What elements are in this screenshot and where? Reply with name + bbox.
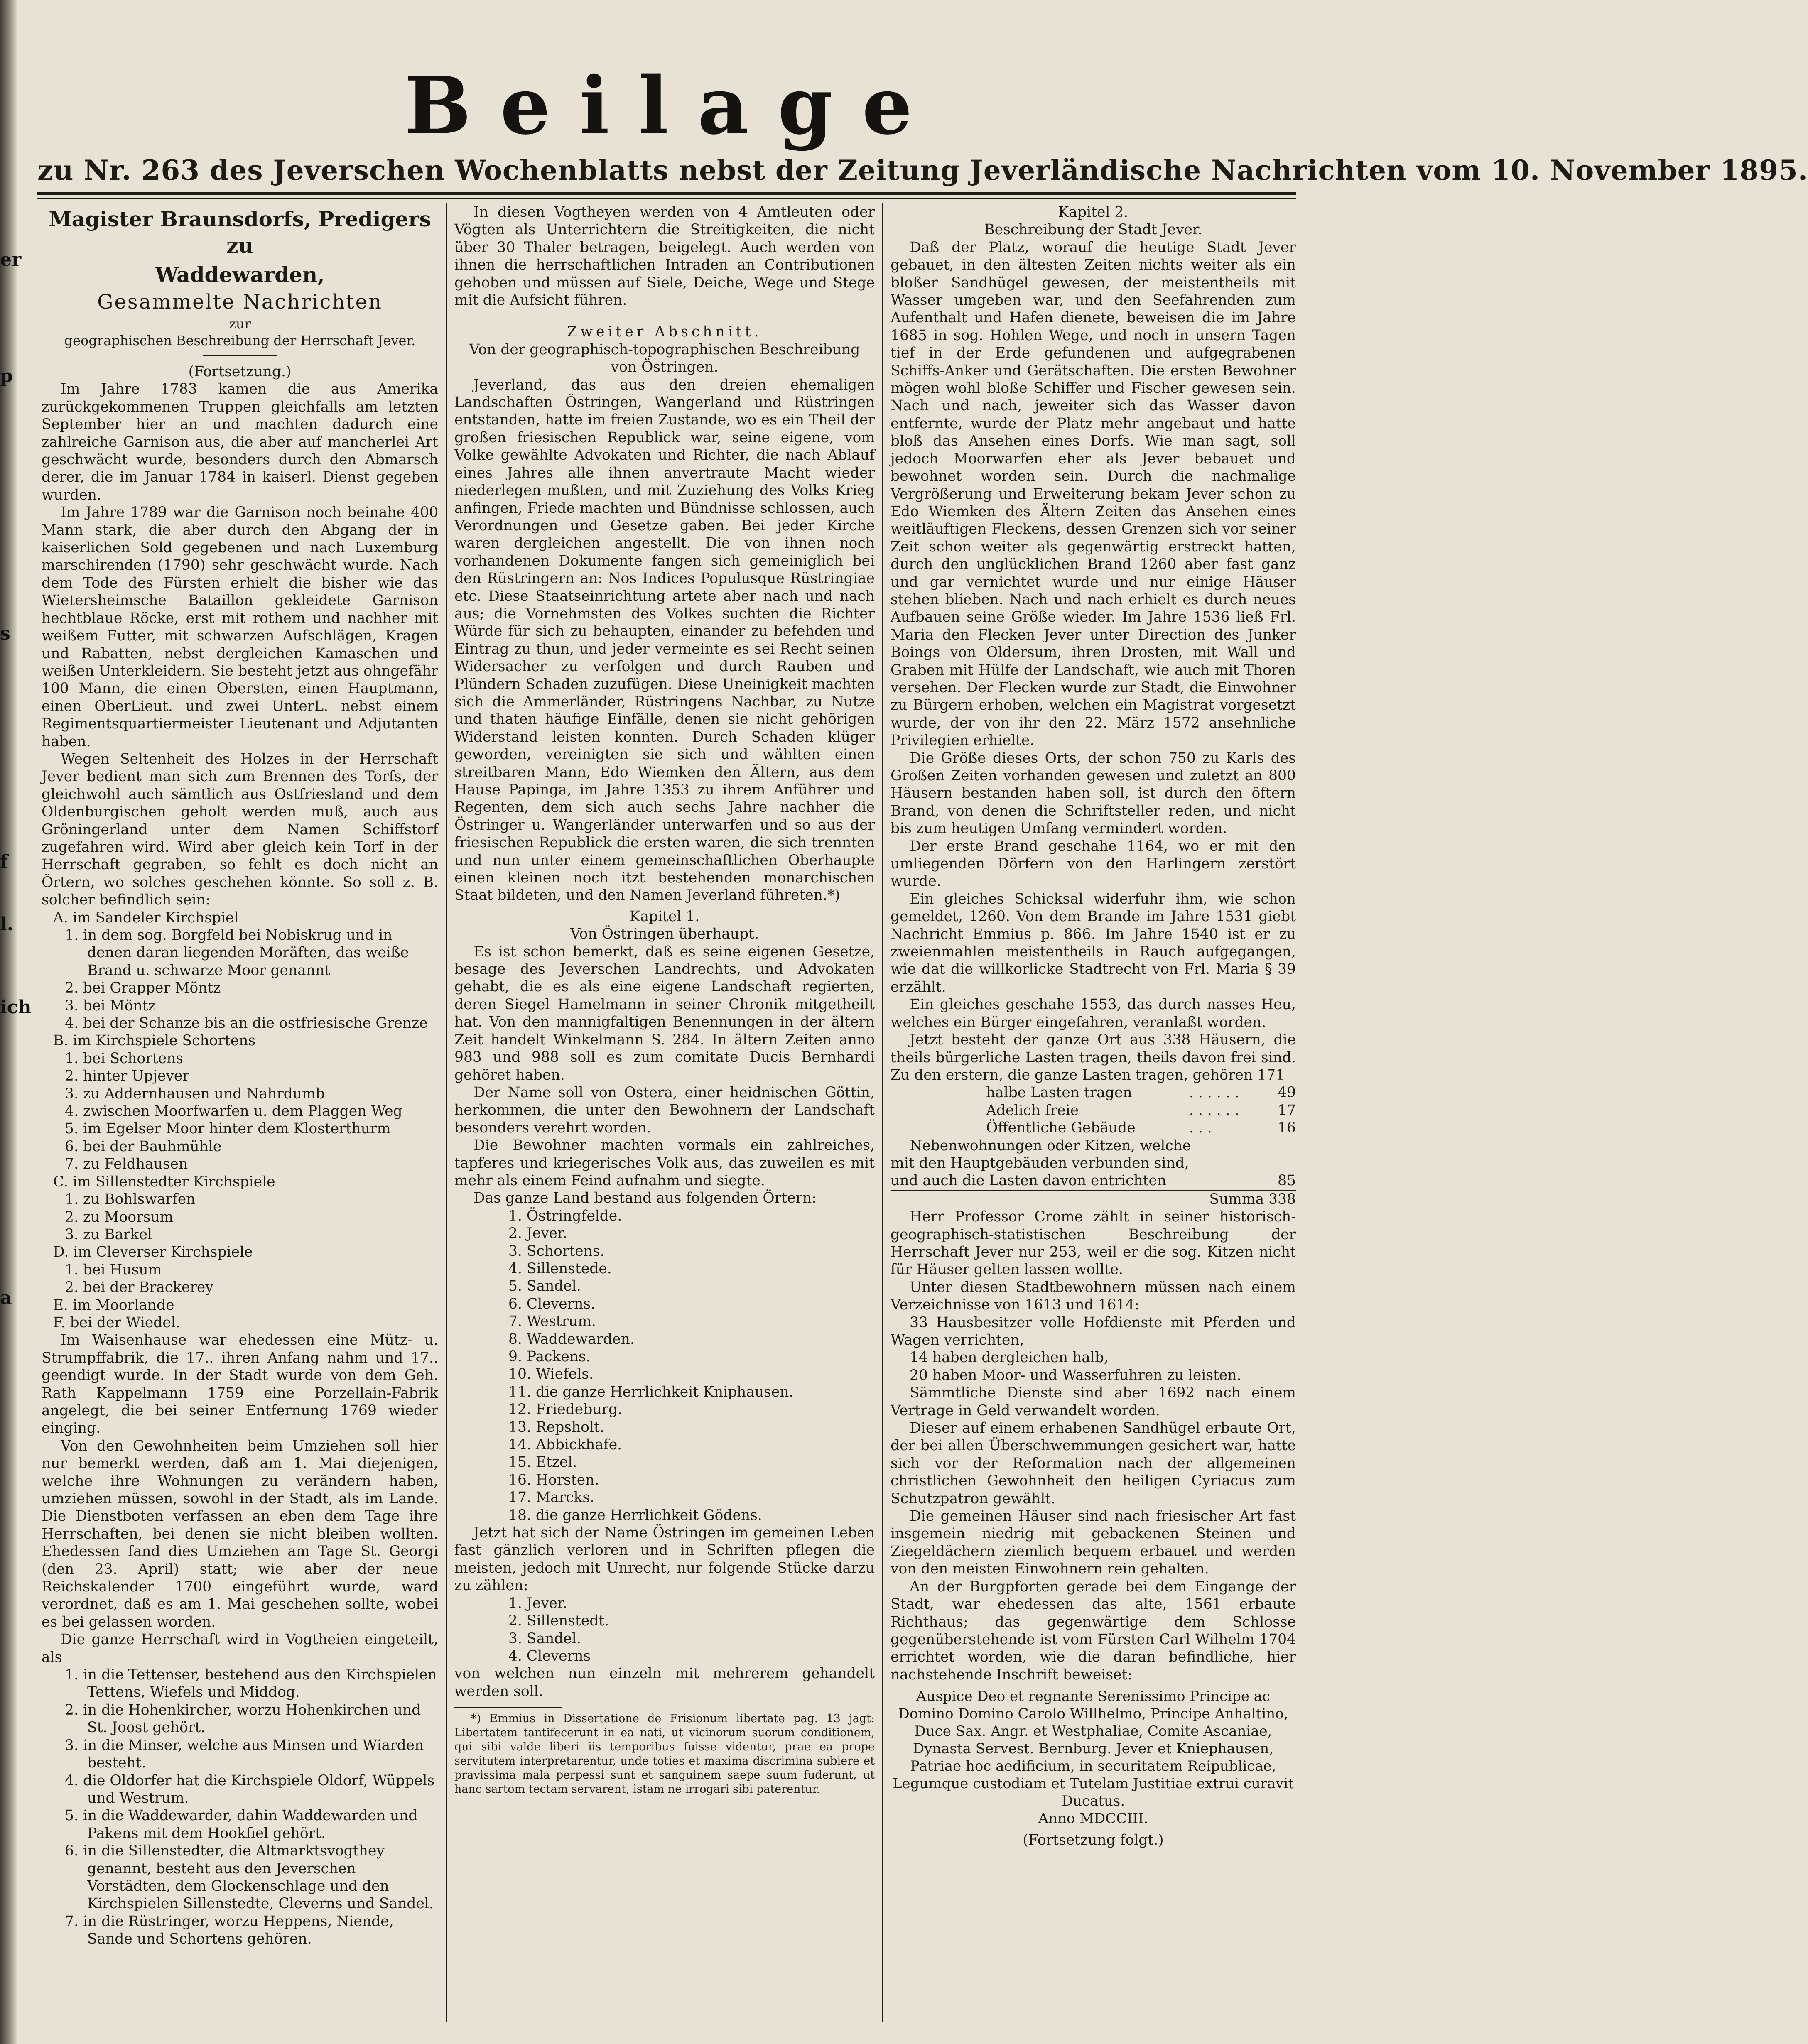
header-rule: [37, 192, 1296, 195]
margin-fragment: er: [0, 249, 22, 270]
paragraph: Die gemeinen Häuser sind nach friesischer Art fast insgemein niedrig mit gebackenen Steinen und Ziegeldächern ziemlich bequem erbauet und werden von den meisten Einwohnern rein gehalten.: [891, 1508, 1296, 1578]
list-item: 18. die ganze Herrlichkeit Gödens.: [508, 1507, 762, 1524]
column-2: [454, 203, 875, 2014]
list-item: 10. Wiefels.: [508, 1366, 594, 1383]
places-list-2: [454, 1595, 875, 1665]
margin-fragment: a: [0, 1287, 12, 1309]
paragraph: Unter diesen Stadtbewohnern müssen nach einem Verzeichnisse von 1613 und 1614:: [891, 1279, 1296, 1314]
list-item: 9. Packens.: [508, 1348, 591, 1365]
sum-value: Summa 338: [891, 1190, 1296, 1208]
chapter-subheading: Von Östringen überhaupt.: [570, 926, 759, 943]
row-label: Nebenwohnungen oder Kitzen, welche: [910, 1137, 1191, 1154]
article-title: Magister Braunsdorfs, Predigers zu: [49, 207, 431, 258]
list-item: 3. zu Addernhausen und Nahrdumb: [65, 1085, 325, 1102]
list-item: 1. bei Husum: [65, 1261, 162, 1278]
list-item: 2. bei Grapper Möntz: [65, 980, 221, 997]
list-item: 4. Sillenstede.: [508, 1260, 612, 1277]
paragraph: Der erste Brand geschahe 1164, wo er mit den umliegenden Dörfern von den Harlingern zerstört wurde.: [891, 838, 1296, 890]
list-item: 3. in die Minser, welche aus Minsen und Wiarden besteht.: [65, 1737, 424, 1772]
section-subheading-2: von Östringen.: [611, 359, 719, 376]
list-item: 3. zu Barkel: [65, 1226, 152, 1243]
list-item: 1. bei Schortens: [65, 1050, 184, 1067]
paragraph: von welchen nun einzeln mit mehrerem gehandelt werden soll.: [454, 1665, 875, 1700]
list-item: 5. im Egelser Moor hinter dem Klosterthurm: [65, 1120, 391, 1137]
list-item: 2. Jever.: [508, 1225, 567, 1242]
list-item: 6. bei der Bauhmühle: [65, 1138, 222, 1155]
article-zur: zur: [229, 316, 251, 332]
chapter-heading: Kapitel 2.: [1058, 204, 1128, 221]
paragraph: Jetzt hat sich der Name Östringen im gemeinen Leben fast gänzlich verloren und in Schriften pflegen die meisten, jedoch mit Unrecht, nur folgende Stücke darzu zu zählen:: [454, 1524, 875, 1594]
row-value: 85: [1278, 1172, 1296, 1189]
list-item: 7. in die Rüstringer, worzu Heppens, Niende, Sande und Schortens gehören.: [65, 1913, 394, 1948]
paragraph: Sämmtliche Dienste sind aber 1692 nach einem Vertrage in Geld verwandelt worden.: [891, 1385, 1296, 1419]
table-row: [891, 1084, 1296, 1101]
margin-fragment: p: [0, 365, 13, 387]
list-item: 16. Horsten.: [508, 1471, 599, 1488]
list-item: D. im Cleverser Kirchspiele: [53, 1244, 253, 1261]
margin-fragment: l.: [0, 914, 14, 935]
list-item: 2. hinter Upjever: [65, 1068, 189, 1085]
paragraph: Ein gleiches Schicksal widerfuhr ihm, wie schon gemeldet, 1260. Von dem Brande im Jahre 1531 giebt Nachricht Emmius p. 866. Im Jahre 1540 ist er zu zweienmahlen meistentheils in Rauch aufgegangen, wie dat die willkorlicke Stadtrecht von Frl. Maria § 39 erzählt.: [891, 890, 1296, 995]
paragraph: Jetzt besteht der ganze Ort aus 338 Häusern, die theils bürgerliche Lasten tragen, theils davon frei sind. Zu den erstern, die ganze Lasten tragen, gehören 171: [891, 1032, 1296, 1083]
places-list: [454, 1207, 875, 1524]
row-dots: . . . . . .: [1189, 1084, 1239, 1101]
table-row: [891, 1102, 1296, 1119]
list-item: 1. zu Bohlswarfen: [65, 1191, 196, 1208]
list-item: 15. Etzel.: [508, 1454, 577, 1471]
paragraph: Das ganze Land bestand aus folgenden Örtern:: [473, 1190, 817, 1207]
chapter-heading: Kapitel 1.: [629, 908, 700, 925]
list-item: A. im Sandeler Kirchspiel: [53, 909, 239, 926]
chapter-subheading: Beschreibung der Stadt Jever.: [984, 221, 1202, 238]
paragraph: Der Name soll von Ostera, einer heidnischen Göttin, herkommen, die unter den Bewohnern der Landschaft besonders verehrt worden.: [454, 1084, 875, 1136]
paragraph: Jeverland, das aus den dreien ehemaligen Landschaften Östringen, Wangerland und Rüstringen entstanden, hatte im freien Zustande, wo es ein Theil der großen friesischen Republick war, seine eigene, vom Volke gewählte Advokaten und Richter, die nach Ablauf eines Jahres alle ihnen anvertraute Macht wieder niederlegen mußten, und mit Zuziehung des Volks Krieg anfingen, Friede machten und Bündnisse schlossen, auch Verordnungen und Gesetze gaben. Bei jeder Kirche waren dergleichen angestellt. Die von ihnen noch vorhandenen Dokumente fangen sich gemeiniglich bei den Rüstringern an: Nos Indices Populusque Rüstringiae etc. Diese Staatseinrichtung artete aber nach und nach aus; die Vornehmsten des Volkes suchten die Richter Würde für sich zu behaupten, einander zu befehden und Eintrag zu thun, und jeder vermeinte es sei Recht seinen Widersacher zu verfolgen und durch Rauben und Plündern Schaden zuzufügen. Diese Uneinigkeit machten sich die Ammerländer, Rüstringens Nachbar, zu Nutze und thaten häufige Einfälle, denen sie nicht gehörigen Widerstand leisten konnten. Durch Schaden klüger geworden, vereinigten sie sich und wählten einen streitbaren Mann, Edo Wiemken den Ältern, aus dem Hause Papinga, im Jahre 1353 zu ihrem Anführer und Regenten, dem sich auch sechs Jahre nachher die Östringer u. Wangerländer unterwarfen und so aus der friesischen Republick die ersten waren, die sich trennten und nun unter einem gemeinschaftlichen Oberhaupte einen kleinen noch itzt bestehenden monarchischen Staat bildeten, und den Namen Jeverland führeten.*): [454, 376, 875, 904]
masthead-subtitle: zu Nr. 263 des Jeverschen Wochenblatts nebst der Zeitung Jeverländische Nachrichten vom 10. November 1895.: [37, 154, 1808, 186]
footnote-text: *) Emmius in Dissertatione de Frisionum libertate pag. 13 jagt: Libertatem tantifecerunt in ea nati, ut vicinorum suorum conditionem, qui sibi valde liberi iis temporibus fuisse videntur, prae ea prope servitutem interpretarentur, unde toties et maxima discrimina subiere et pravissima mala perpessi sunt et sanguinem saepe suum fuderunt, ut hanc sartom tectam servarent, istam ne irrogari sibi paterentur.: [454, 1712, 875, 1796]
margin-fragment: f: [0, 851, 8, 872]
footnote: [454, 1712, 875, 1796]
column-1: [42, 203, 438, 2014]
list-item: 1. in die Tettenser, bestehend aus den Kirchspielen Tettens, Wiefels und Middog.: [65, 1667, 437, 1701]
margin-fragment: s: [0, 623, 10, 644]
service-line: 20 haben Moor- und Wasserfuhren zu leisten.: [910, 1367, 1241, 1384]
list-item: 17. Marcks.: [508, 1489, 595, 1506]
row-label: Öffentliche Gebäude: [986, 1120, 1136, 1137]
list-item: 4. Cleverns: [508, 1647, 591, 1664]
paragraph: Dieser auf einem erhabenen Sandhügel erbaute Ort, der bei allen Überschwemmungen gesichert war, hatte sich vor der Reformation nach der allgemeinen christlichen Gewohnheit den heiligen Cyriacus zum Schutzpatron gewählt.: [891, 1420, 1296, 1507]
margin-fragment: ich: [0, 997, 32, 1018]
service-line: 33 Hausbesitzer volle Hofdienste mit Pferden und Wagen verrichten,: [891, 1314, 1296, 1348]
inscription-year: Anno MDCCIII.: [1038, 1810, 1148, 1827]
list-item: 14. Abbickhafe.: [508, 1436, 622, 1453]
section-heading: Zweiter Abschnitt.: [567, 324, 762, 341]
article-geo: geographischen Beschreibung der Herrschaft Jever.: [64, 333, 416, 348]
list-item: 8. Waddewarden.: [508, 1331, 635, 1348]
list-item: 3. Sandel.: [508, 1630, 581, 1647]
list-item: 6. Cleverns.: [508, 1295, 596, 1312]
list-item: 2. in die Hohenkircher, worzu Hohenkirchen und St. Joost gehört.: [65, 1701, 421, 1736]
list-item: 2. zu Moorsum: [65, 1208, 174, 1225]
list-item: E. im Moorlande: [53, 1296, 174, 1314]
article-subtitle: Gesammelte Nachrichten: [97, 290, 383, 314]
section-subheading: Von der geographisch-topographischen Beschreibung: [469, 341, 860, 358]
continuation-note: (Fortsetzung.): [188, 363, 292, 380]
list-item: 1. in dem sog. Borgfeld bei Nobiskrug und in denen daran liegenden Moräften, das weiße Brand u. schwarze Moor genannt: [65, 927, 409, 979]
table-row: [891, 1172, 1296, 1190]
list-item: 7. Westrum.: [508, 1313, 596, 1330]
list-item: 1. Östringfelde.: [508, 1207, 622, 1224]
paragraph: Die ganze Herrschaft wird in Vogtheien eingeteilt, als: [42, 1631, 438, 1666]
list-item: 4. zwischen Moorfwarfen u. dem Plaggen Weg: [65, 1103, 402, 1120]
list-item: 2. bei der Brackerey: [65, 1279, 213, 1296]
column-3: [891, 203, 1296, 2014]
row-label: und auch die Lasten davon entrichten: [891, 1172, 1167, 1189]
table-row: [891, 1190, 1296, 1208]
paragraph: Im Jahre 1783 kamen die aus Amerika zurückgekommenen Truppen gleichfalls am letzten September hier an und machten dadurch eine zahlreiche Garnison aus, die aber auf mancherlei Art geschwächt wurde, besonders durch den Abmarsch derer, die im Januar 1784 in kaiserl. Dienst gegeben wurden.: [42, 381, 438, 503]
row-label: halbe Lasten tragen: [986, 1084, 1132, 1101]
service-line: 14 haben dergleichen halb,: [910, 1349, 1109, 1366]
list-item: 5. in die Waddewarder, dahin Waddewarden und Pakens mit dem Hookfiel gehört.: [65, 1807, 418, 1842]
paragraph: Es ist schon bemerkt, daß es seine eigenen Gesetze, besage des Jeverschen Landrechts, und Advokaten gehabt, die es als eine eigene Landschaft regierten, deren Siegel Hamelmann in seiner Chronik mitgetheilt hat. Von den mannigfaltigen Benennungen in der ältern Zeit handelt Winkelmann S. 284. In ältern Zeiten anno 983 und 988 soll es zum comitate Ducis Bernhardi gehöret haben.: [454, 943, 875, 1083]
list-item: 12. Friedeburg.: [508, 1401, 623, 1418]
list-item: F. bei der Wiedel.: [53, 1314, 180, 1331]
list-item: 2. Sillenstedt.: [508, 1613, 609, 1630]
paragraph: Wegen Seltenheit des Holzes in der Herrschaft Jever bedient man sich zum Brennen des Torfs, der gleichwohl auch sämtlich aus Ostfriesland und dem Oldenburgischen geholt werden muß, auch aus Gröningerland unter dem Namen Schiffstorf zugefahren wird. Wird aber gleich kein Torf in der Herrschaft gegraben, so fehlt es doch nicht an Örtern, wo solches geschehen könnte. So soll z. B. solcher befindlich sein:: [42, 750, 438, 909]
paragraph: An der Burgpforten gerade bei dem Eingange der Stadt, war ehedessen das alte, 1561 erbaute Richthaus; das gegenwärtige dem Schlosse gegenüberstehende ist vom Fürsten Carl Wilhelm 1704 errichtet worden, wie die daran befindliche, hier nachstehende Inschrift beweiset:: [891, 1578, 1296, 1683]
list-item: C. im Sillenstedter Kirchspiele: [53, 1173, 275, 1190]
article-title-line2: Waddewarden,: [155, 262, 325, 287]
list-item: 13. Repsholt.: [508, 1419, 604, 1436]
paragraph: Im Jahre 1789 war die Garnison noch beinahe 400 Mann stark, die aber durch den Abgang der in kaiserlichen Sold gegebenen und nach Luxemburg marschirenden (1790) sehr geschwächt wurde. Nach dem Tode des Fürsten erhielt die bisher wie das Wietersheimsche Bataillon gekleidete Garnison hechtblaue Röcke, erst mit rothem und nachher mit weißem Futter, mit schwarzen Aufschlägen, Kragen und Rabatten, nebst dergleichen Kamaschen und weißen Unterkleidern. Sie besteht jetzt aus ohngefähr 100 Mann, die einen Obersten, einen Hauptmann, einen OberLieut. und zwei UnterL. nebst einem Regimentsquartiermeister Lieutenant und Adjutanten haben.: [42, 504, 438, 750]
column-rule: [446, 203, 447, 2022]
table-row: [891, 1119, 1296, 1137]
footnote-rule: [454, 1707, 562, 1708]
column-rule: [882, 203, 883, 2022]
row-value: 17: [1278, 1102, 1296, 1119]
list-item: 3. bei Möntz: [65, 997, 156, 1014]
header-rule-thin: [37, 198, 1296, 199]
list-item: 6. in die Sillenstedter, die Altmarktsvogthey genannt, besteht aus den Jeverschen Vorstädten, dem Glockenschlage und den Kirchspielen Sillenstedte, Cleverns und Sandel.: [65, 1843, 434, 1912]
adjacent-page-edge: [0, 0, 32, 2044]
list-item: 4. die Oldorfer hat die Kirchspiele Oldorf, Wüppels und Westrum.: [65, 1772, 435, 1806]
list-item: 3. Schortens.: [508, 1243, 605, 1260]
list-item: 1. Jever.: [508, 1595, 567, 1612]
row-dots: . . .: [1189, 1120, 1212, 1137]
list-item: 4. bei der Schanze bis an die ostfriesische Grenze: [65, 1015, 428, 1032]
masthead-title: Beilage: [404, 59, 942, 152]
list-item: B. im Kirchspiele Schortens: [53, 1032, 256, 1049]
paragraph: Ein gleiches geschahe 1553, das durch nasses Heu, welches ein Bürger eingefahren, veranlaßt worden.: [891, 996, 1296, 1031]
peat-location-list: [42, 909, 438, 1332]
paragraph: Daß der Platz, worauf die heutige Stadt Jever gebauet, in den ältesten Zeiten nichts weiter als ein bloßer Sandhügel gewesen, der meistentheils mit Wasser umgeben war, und den Seefahrenden zum Aufenthalt und Hafen dienete, beweisen die im Jahre 1685 in sog. Hohlen Wege, und noch in unsern Tagen tief in der Erde gefundenen und aufgegrabenen Schiffs-Anker und Gerätschaften. Die ersten Bewohner mögen wohl bloße Schiffer und Fischer gewesen sein. Nach und nach, jeweiter sich das Wasser davon entfernte, wurde der Platz mehr angebaut und hatte bloß das Ansehen eines Dorfs. Wie man sagt, soll jedoch Moorwarfen eher als Jever bebauet und bewohnet worden sein. Durch die nachmalige Vergrößerung und Erweiterung bekam Jever schon zu Edo Wiemken des Ältern Zeiten das Ansehen eines weitläuftigen Fleckens, dessen Grenzen sich vor seiner Zeit schon weiter als gegenwärtig erstreckt hatten, durch den unglücklichen Brand 1260 aber fast ganz und gar vernichtet wurde und nur einige Häuser stehen blieben. Nach und nach erhielt es durch neues Aufbauen seine Größe wieder. Im Jahre 1536 ließ Frl. Maria den Flecken Jever unter Direction des Junker Boings von Oldersum, ihren Drosten, mit Wall und Graben mit Hülfe der Landschaft, wie auch mit Thoren versehen. Der Flecken wurde zur Stadt, die Einwohner zu Bürgern erhoben, welchen ein Magistrat vorgesetzt wurde, der von ihr den 22. März 1572 ansehnliche Privilegien erhielte.: [891, 239, 1296, 749]
vogtei-list: [42, 1666, 438, 1948]
row-label: Adelich freie: [986, 1102, 1079, 1119]
paragraph: Im Waisenhause war ehedessen eine Mütz- u. Strumpffabrik, die 17.. ihren Anfang nahm und 17.. geendigt wurde. In der Stadt wurde von dem Geh. Rath Kappelmann 1759 eine Porzellain-Fabrik angelegt, die bei seiner Entfernung 1769 wieder einging.: [42, 1332, 438, 1437]
list-item: 7. zu Feldhausen: [65, 1156, 188, 1173]
house-count-table: [891, 1084, 1296, 1208]
row-value: 16: [1278, 1120, 1296, 1137]
divider: [203, 355, 277, 356]
continuation-note: (Fortsetzung folgt.): [1023, 1832, 1164, 1849]
paragraph: Von den Gewohnheiten beim Umziehen soll hier nur bemerkt werden, daß am 1. Mai diejenigen, welche ihre Wohnungen zu verändern haben, umziehen müssen, sowohl in der Stadt, als im Lande. Die Dienstboten verfassen an eben dem Tage ihre Herrschaften, bei denen sie nicht bleiben wollten. Ehedessen fand dies Umziehen am Tage St. Georgi (den 23. April) statt; wie aber der neue Reichskalender 1700 eingeführt wurde, ward verordnet, daß es am 1. Mai geschehen sollte, wobei es bei gelassen worden.: [42, 1437, 438, 1630]
row-label: mit den Hauptgebäuden verbunden sind,: [891, 1154, 1189, 1172]
paragraph: Die Größe dieses Orts, der schon 750 zu Karls des Großen Zeiten vorhanden gewesen und zuletzt an 800 Häusern bestanden haben soll, ist durch den öftern Brand, von denen die Schriftsteller reden, und nicht bis zum heutigen Umfang vermindert worden.: [891, 750, 1296, 837]
paragraph: Herr Professor Crome zählt in seiner historisch-geographisch-statistischen Beschreibung der Herrschaft Jever nur 253, weil er die sog. Kitzen nicht für Häuser gelten lassen wollte.: [891, 1208, 1296, 1278]
inscription: Auspice Deo et regnante Serenissimo Principe ac Domino Domino Carolo Willhelmo, Principe Anhaltino, Duce Sax. Angr. et Westphaliae, Comite Ascaniae, Dynasta Servest. Bernburg. Jever et Kniephausen, Patriae hoc aedificium, in securitatem Reipublicae, Legumque custodiam et Tutelam Justitiae extrui curavit Ducatus.: [892, 1688, 1294, 1810]
paragraph: In diesen Vogtheyen werden von 4 Amtleuten oder Vögten als Unterrichtern die Streitigkeiten, die nicht über 30 Thaler betragen, beigelegt. Auch werden von ihnen die herrschaftlichen Intraden an Contributionen gehoben und müssen auf Siele, Deiche, Wege und Stege mit die Aufsicht führen.: [454, 204, 875, 309]
table-row: [891, 1137, 1296, 1154]
row-dots: . . . . . .: [1189, 1102, 1239, 1119]
row-value: 49: [1278, 1084, 1296, 1101]
table-row: [891, 1154, 1296, 1172]
list-item: 5. Sandel.: [508, 1278, 581, 1295]
list-item: 11. die ganze Herrlichkeit Kniphausen.: [508, 1383, 794, 1400]
paragraph: Die Bewohner machten vormals ein zahlreiches, tapferes und kriegerisches Volk aus, das zuweilen es mit mehr als einem Feind aufnahm und siegte.: [454, 1137, 875, 1189]
